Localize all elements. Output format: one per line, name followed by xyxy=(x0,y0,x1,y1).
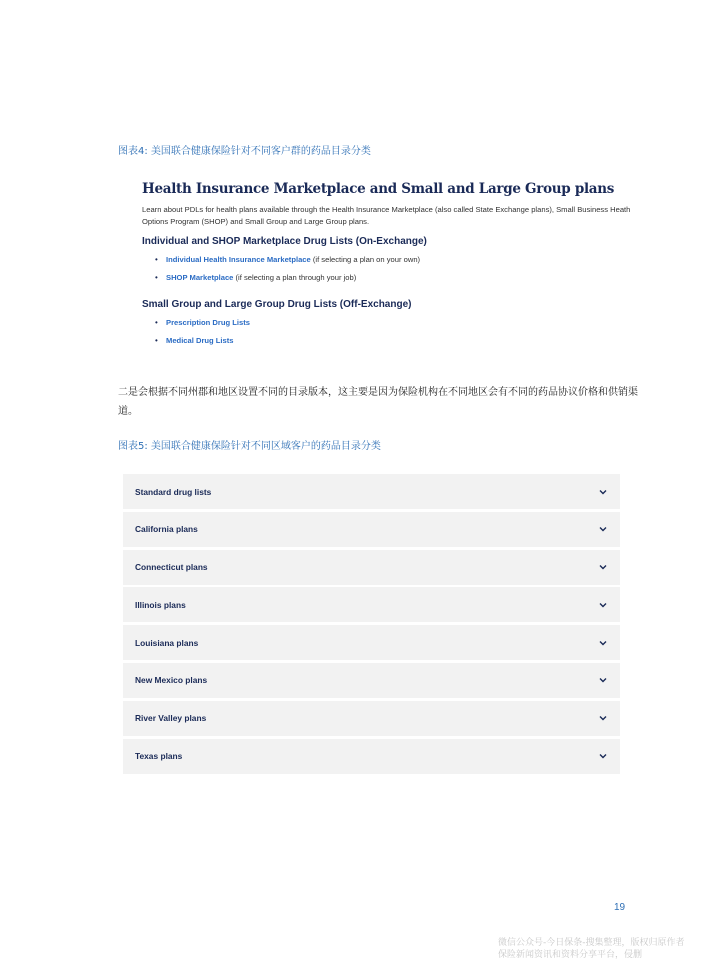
region-accordion xyxy=(123,474,620,776)
accordion-label: Illinois plans xyxy=(135,599,186,610)
chevron-down-icon[interactable] xyxy=(598,675,608,685)
accordion-row-new-mexico[interactable] xyxy=(123,663,620,698)
chevron-down-icon[interactable] xyxy=(598,562,608,572)
chevron-down-icon[interactable] xyxy=(598,600,608,610)
off-exchange-heading: Small Group and Large Group Drug Lists (Off-Exchange) xyxy=(142,299,412,310)
accordion-row-connecticut[interactable] xyxy=(123,550,620,585)
link-note: (if selecting a plan on your own) xyxy=(310,255,421,264)
watermark-line-2: 保险新闻资讯和资料分享平台，侵删 xyxy=(498,949,643,960)
accordion-label: Texas plans xyxy=(135,751,183,762)
accordion-row-illinois[interactable] xyxy=(123,587,620,622)
individual-marketplace-link[interactable]: Individual Health Insurance Marketplace xyxy=(166,255,311,264)
figure-4-title: Health Insurance Marketplace and Small and Large Group plans xyxy=(142,181,615,197)
accordion-row-texas[interactable] xyxy=(123,739,620,774)
off-exchange-list xyxy=(152,317,250,353)
list-item xyxy=(152,335,250,353)
medical-drug-lists-link[interactable]: Medical Drug Lists xyxy=(166,336,234,345)
figure-4-caption: 图表4: 美国联合健康保险针对不同客户群的药品目录分类 xyxy=(118,146,371,157)
figure-5-caption: 图表5: 美国联合健康保险针对不同区域客户的药品目录分类 xyxy=(118,441,381,452)
chevron-down-icon[interactable] xyxy=(598,751,608,761)
shop-marketplace-link[interactable]: SHOP Marketplace xyxy=(166,273,234,282)
accordion-label: California plans xyxy=(135,524,198,535)
watermark xyxy=(498,938,710,961)
accordion-label: Connecticut plans xyxy=(135,562,208,573)
body-paragraph: 二是会根据不同州郡和地区设置不同的目录版本，这主要是因为保险机构在不同地区会有不同的药品协议价格和供销渠道。 xyxy=(118,387,638,417)
chevron-down-icon[interactable] xyxy=(598,524,608,534)
accordion-row-standard[interactable] xyxy=(123,474,620,509)
chevron-down-icon[interactable] xyxy=(598,713,608,723)
on-exchange-list xyxy=(152,254,420,290)
accordion-label: River Valley plans xyxy=(135,713,207,724)
link-note: (if selecting a plan through your job) xyxy=(233,273,357,282)
accordion-row-louisiana[interactable] xyxy=(123,625,620,660)
page-number: 19 xyxy=(614,902,626,913)
figure-4-intro: Learn about PDLs for health plans available through the Health Insurance Marketplace (also called State Exchange plans), Small Business Heath Options Program (SHOP) and Small Group and Large Group plans. xyxy=(142,205,631,226)
accordion-row-california[interactable] xyxy=(123,512,620,547)
on-exchange-heading: Individual and SHOP Marketplace Drug Lists (On-Exchange) xyxy=(142,236,427,247)
chevron-down-icon[interactable] xyxy=(598,487,608,497)
chevron-down-icon[interactable] xyxy=(598,638,608,648)
accordion-row-river-valley[interactable] xyxy=(123,701,620,736)
list-item xyxy=(152,254,420,272)
list-item xyxy=(152,272,420,290)
watermark-line-1: 微信公众号-今日保条-搜集整理，版权归原作者 xyxy=(498,938,685,948)
accordion-label: Standard drug lists xyxy=(135,486,212,497)
accordion-label: Louisiana plans xyxy=(135,637,199,648)
accordion-label: New Mexico plans xyxy=(135,675,208,686)
list-item xyxy=(152,317,250,335)
prescription-drug-lists-link[interactable]: Prescription Drug Lists xyxy=(166,318,250,327)
